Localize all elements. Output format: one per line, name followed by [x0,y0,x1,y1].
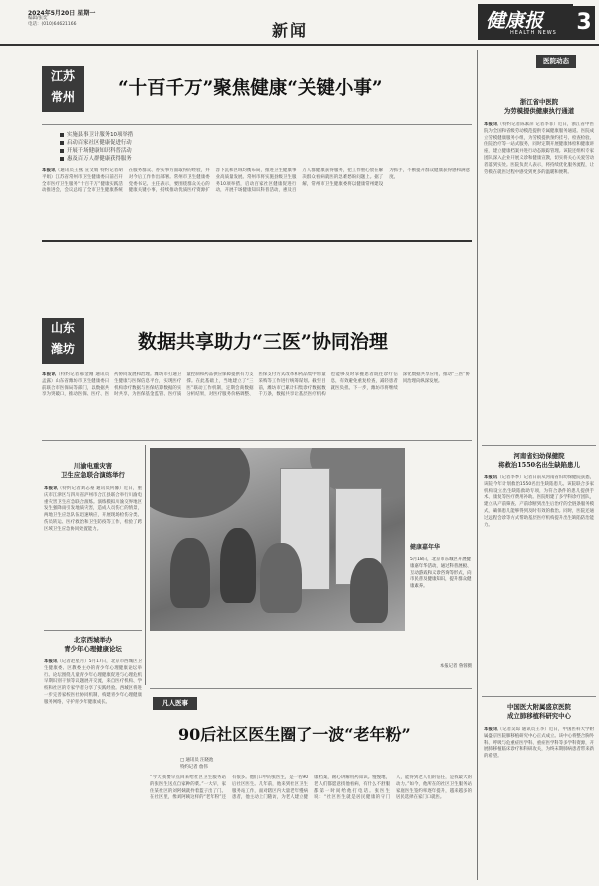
headline-story5: 90后社区医生圈了一波“老年粉” [178,725,411,744]
bullet-square-icon [60,157,64,161]
editor-info [28,16,77,28]
divider [482,696,596,697]
headline-line: 河南省妇幼保健院 [513,452,565,460]
sidebar-headline-2 [484,452,594,469]
body-byline: （记者吴琼 通讯员王李） [497,727,549,732]
headline-line: 为劳模提供健康执行通道 [503,106,575,115]
newspaper-logo [478,4,573,40]
bullet-square-icon [60,141,64,145]
phone-line: 电话：(010)64621166 [28,22,77,27]
photo-person [220,528,256,603]
divider [150,688,472,689]
body-text: 记者日前从河南省妇幼保健院获悉，该院今年计划救治1550名出生缺陷患儿。该院联合多家机构设立出生缺陷救助专项，为符合条件的患儿提供手术、康复等医疗费用补助。医院组建了多学科诊疗团队，建立从产前筛查、产前诊断到出生后治疗的全链条服务模式，确保患儿能够得到及时有效的救治。同时，医院还通过远程会诊等方式帮助基层医疗机构提升出生缺陷防治能力。 [484,475,594,528]
bullet-square-icon [60,149,64,153]
headline-story3 [44,462,142,479]
body-lead: 本报讯 [44,486,58,491]
sidebar-headline-1 [484,98,594,115]
divider [482,445,596,446]
photo-credit: 本报记者 鲁蓉摄 [439,664,472,669]
body-lead: 本报讯 [42,168,56,173]
region-line: 江苏 [50,69,75,83]
sidebar-body-3 [484,727,594,877]
region-line: 潍坊 [50,342,75,356]
region-line: 山东 [50,321,75,335]
body-byline: （记者赵星月） [57,659,89,664]
headline-line: 浙江省中医院 [519,98,559,106]
byline-line: 特约记者 詹伟 [180,764,208,770]
body-lead: 本报讯 [44,659,58,664]
body-lead: 本报讯 [484,475,498,480]
page-number: 3 [573,6,595,40]
headline-line: 卫生应急联合演练举行 [61,470,125,479]
bullet-item [60,139,220,147]
headline-story2: 数据共享助力“三医”协同治理 [138,331,388,353]
body-byline: （特约记者陈素萍 记者李菲） [497,122,558,127]
headline-story4 [44,636,142,653]
divider [44,630,142,631]
event-photo [150,448,405,631]
body-text: 近日，浙江省中医院为全国和省级劳动模范提供专属健康服务通道。医院成立劳模健康服务小组，为劳模提供预约挂号、检查检验、住院治疗等一站式服务，同时定期开展健康体检和健康讲座，建立健康档案并进行动态跟踪管理。该院还组织专家团队深入企业开展义诊和健康宣教，切实将关心关爱劳动者落到实处。医院负责人表示，将持续优化服务流程，让劳模在就医过程中感受到更多的温暖和便利。 [484,122,594,175]
photo-tree-shape [150,448,250,518]
sidebar-body-1 [484,122,594,392]
photo-caption-title: 健康嘉年华 [410,544,441,551]
headline-line: 北京西城举办 [73,636,113,644]
headline-story1: “十百千万”聚焦健康“关键小事” [118,78,383,99]
region-label-weifang [42,318,84,364]
bullet-square-icon [60,133,64,137]
headline-line: 川渝电重灾害 [73,462,113,470]
body-byline: （特约记者刘志豪 通讯员何馨） [57,486,124,491]
divider [42,240,472,242]
logo-text: 健康报 [486,10,544,32]
body-byline: （通讯员王燕 宣文娟 特约记者胡平娟） [42,168,123,180]
bullet-item [60,131,220,139]
column-divider [145,445,146,685]
sidebar-headline-3 [484,703,594,720]
column-divider [477,50,478,880]
story3-body [44,486,142,626]
bullet-text: 启动百家社区健康促进行动 [67,140,132,146]
bullet-text: 惠及百万人群健康获得服务 [67,156,132,162]
story2-body [42,372,470,436]
story5-byline [180,758,260,772]
photo-person [170,538,210,608]
headline-line: 青少年心理健康论坛 [64,644,122,653]
headline-line: 将救治1550名出生缺陷患儿 [498,460,580,469]
headline-line: 中国医大附属盛京医院 [507,703,571,711]
section-title: 新闻 [272,21,309,40]
divider [42,440,472,441]
body-text: 山东省潍坊市卫生健康委日前联合市医保局等部门，以数据共享为突破口，推动医保、医疗、医药协同发展和治理。潍坊市打通卫生健康与医保信息平台，实现医疗机构诊疗数据与医保结算数据的实时共享，为医保基金监管、医疗质量控制和药品供应保障提供有力支撑。在此基础上，当地建立了“三医”联动工作机制，定期会商数据分析结果，对医疗服务价格调整、医保支付方式改革和药品集中带量采购等工作进行统筹谋划。截至目前，潍坊市已累计归集诊疗数据数千万条，数据共享让基层医疗机构也能够及时掌握患者既往诊疗信息，有效避免重复检查，减轻患者就医负担。下一步，潍坊市将继续深化数据共享应用，推动“三医”协同治理向纵深发展。 [42,372,470,398]
body-byline: （记者李季） [497,475,524,480]
divider [42,124,472,125]
section-tag-ordinary-doctors: 凡人医事 [153,697,197,710]
photo-caption-text: 5月18日，北京市东城区开展健康嘉年华活动，通过科普展板、互动游戏和义诊咨询等形式，向市民普及健康知识，提升群众健康素养。 [410,557,472,590]
story1-bullets [60,131,220,163]
section-tag-hospital-news: 医院动态 [536,55,576,68]
body-text: 江苏省常州市卫生健康委日前召开全市医疗卫生服务“十百千万”健康实践活动推进会，会议总结了全市卫生健康系统在服务群众、办实事方面取得的经验，并对今后工作作出部署。常州市卫生健康委党委书记、主任表示，要围绕群众关心的健康关键小事，持续推动优质医疗资源扩容下沉和区域均衡布局，推进卫生健康事业高质量发展。常州市将实施县级卫生服务10项举措，启动百家社区健康促进行动，开展千场健康知识科普活动，惠及百万人群健康获得服务，把工作重心放在解决群众看病就医的急难愁盼问题上。据了解，常州市卫生健康委将以健康常州建设为抓手，不断提升群众健康获得感和满意度。 [42,168,470,194]
issue-date: 2024年5月20日 星期一 [28,10,96,17]
bullet-text: 实施县事卫计服务10项举措 [67,132,134,138]
body-lead: 本报讯 [484,727,498,732]
body-text: 近日，中国医科大学附属盛京医院肺移植研究中心正式成立。该中心将整合胸外科、呼吸与危重症医学科、重症医学科等多学科资源，开展肺移植临床诊疗和科研攻关，为终末期肺病患者带来新的希望。 [484,727,594,760]
region-label-changzhou [42,66,84,112]
body-lead: 本报讯 [484,122,498,127]
body-text: 5月17日，北京市西城区卫生健康委、区教委主办的青少年心理健康论坛举行。论坛围绕儿童青少年心理健康促进与心理危机早期识别干预等议题展开交流，来自医疗机构、学校和社区的专家学者分享了实践经验。西城区将进一步完善家校医社协同机制，构建青少年心理健康服务网络，守护青少年健康成长。 [44,659,142,705]
bullet-text: 开展千场健康知识科普活动 [67,148,132,154]
bullet-item [60,155,220,163]
bullet-item [60,147,220,155]
logo-subtitle: HEALTH NEWS [510,30,557,36]
story4-body [44,659,142,879]
region-line: 常州 [50,90,75,104]
editor-line: 编辑/张奕 [28,16,48,21]
story5-body: “今天我要早点回来给社区卫生服务站的张医生送点自家种的菜。”一大早，家住某社区的刘阿姨就拎着篮子出了门。在社区里，像刘阿姨这样的“老年粉”还有很多。他们口中的张医生，是一名90后社区医生。几年前，他来到社区卫生服务站工作，面对辖区内大量老年慢病患者，他主动上门随访，为老人建立健康档案，耐心讲解用药知识。慢慢地，老人们都愿意找他看病，有什么不舒服都第一时间给他打电话。张医生说：“社区医生就是居民健康的守门人，能得到老人们的信任，是我最大的动力。”如今，他所在的社区卫生服务站家庭医生签约率逐年提升，越来越多的居民选择在家门口就医。 [150,775,472,801]
body-text: 近日，重庆市江津区与四川省泸州市合江县联合举行川渝电重灾害卫生应急联合演练。演练模拟川渝交界地区发生强降雨引发地质灾害，造成人员伤亡的情景，两地卫生应急队伍迅速响应，开展现场检伤分类、伤员转运、医疗救治和卫生防疫等工作，检验了跨区域卫生应急协同处置能力。 [44,486,142,532]
body-lead: 本报讯 [42,372,57,377]
headline-line: 成立肺移植科研究中心 [507,711,571,720]
story1-body [42,168,470,234]
photo-person [260,543,302,613]
sidebar-body-2 [484,475,594,675]
photo-person [350,558,388,623]
body-byline: （特约记者郝金刚 通讯员孟露） [42,372,110,384]
byline-line: □ 通讯员 汪晓池 [180,758,214,763]
